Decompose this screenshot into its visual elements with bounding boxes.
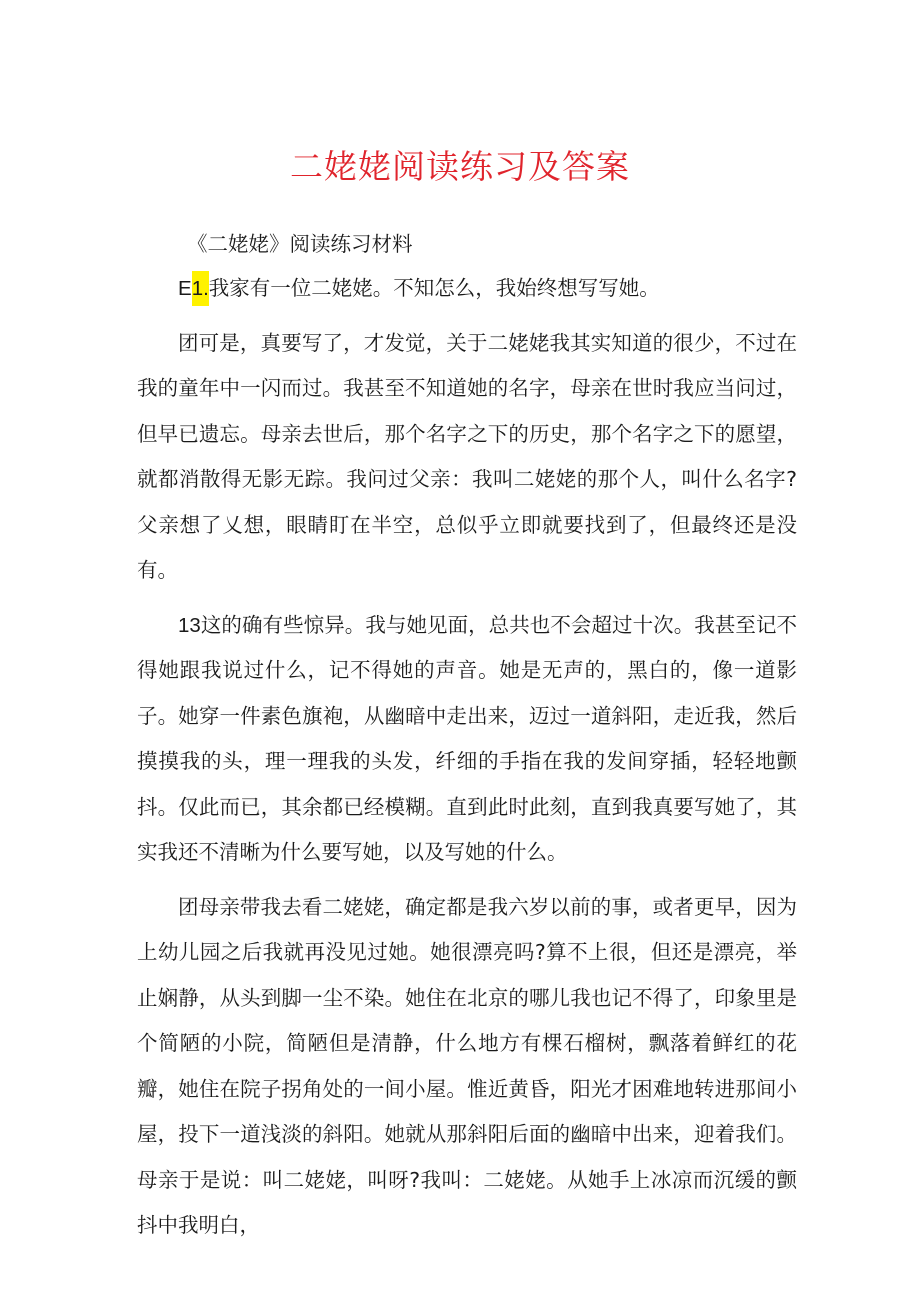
paragraph (137, 321, 797, 594)
paragraph-text: 团母亲带我去看二姥姥，确定都是我六岁以前的事，或者更早，因为上幼儿园之后我就再没见过她。她很漂亮吗?算不上很，但还是漂亮，举止娴静，从头到脚一尘不染。她住在北京的哪儿我也记不得了，印象里是个简陋的小院，简陋但是清静，什么地方有棵石榴树，飘落着鲜红的花瓣，她住在院子拐角处的一间小屋。惟近黄昏，阳光才困难地转进那间小屋，投下一道浅淡的斜阳。她就从那斜阳后面的幽暗中出来，迎着我们。母亲于是说：叫二姥姥，叫呀?我叫：二姥姥。从她手上冰凉而沉缓的颤抖中我明白， (137, 894, 797, 1237)
paragraph-text: 我家有一位二姥姥。不知怎么，我始终想写写她。 (208, 276, 660, 300)
document-subtitle: 《二姥姥》阅读练习材料 (187, 232, 413, 256)
paragraph-marker: 13 (178, 613, 201, 637)
paragraph (137, 603, 797, 876)
paragraph-marker: E (178, 277, 192, 300)
paragraph-text: 这的确有些惊异。我与她见面，总共也不会超过十次。我甚至记不得她跟我说过什么，记不得她的声音。她是无声的，黑白的，像一道影子。她穿一件素色旗袍，从幽暗中走出来，迈过一道斜阳，走近我，然后摸摸我的头，理一理我的头发，纤细的手指在我的发间穿插，轻轻地颤抖。仅此而已，其余都已经模糊。直到此时此刻，直到我真要写她了，其实我还不清晰为什么要写她，以及写她的什么。 (137, 612, 797, 864)
paragraph-text: 团可是，真要写了，才发觉，关于二姥姥我其实知道的很少，不过在我的童年中一闪而过。我甚至不知道她的名字，母亲在世时我应当问过，但早已遗忘。母亲去世后，那个名字之下的历史，那个名字之下的愿望，就都消散得无影无踪。我问过父亲：我叫二姥姥的那个人，叫什么名字?父亲想了乂想，眼睛盯在半空，总似乎立即就要找到了，但最终还是没有。 (137, 330, 797, 582)
paragraph (137, 266, 797, 312)
document-body (137, 222, 797, 1258)
highlighted-number: 1. (192, 271, 209, 306)
paragraph (137, 885, 797, 1249)
document-title: 二姥姥阅读练习及答案 (290, 147, 630, 186)
